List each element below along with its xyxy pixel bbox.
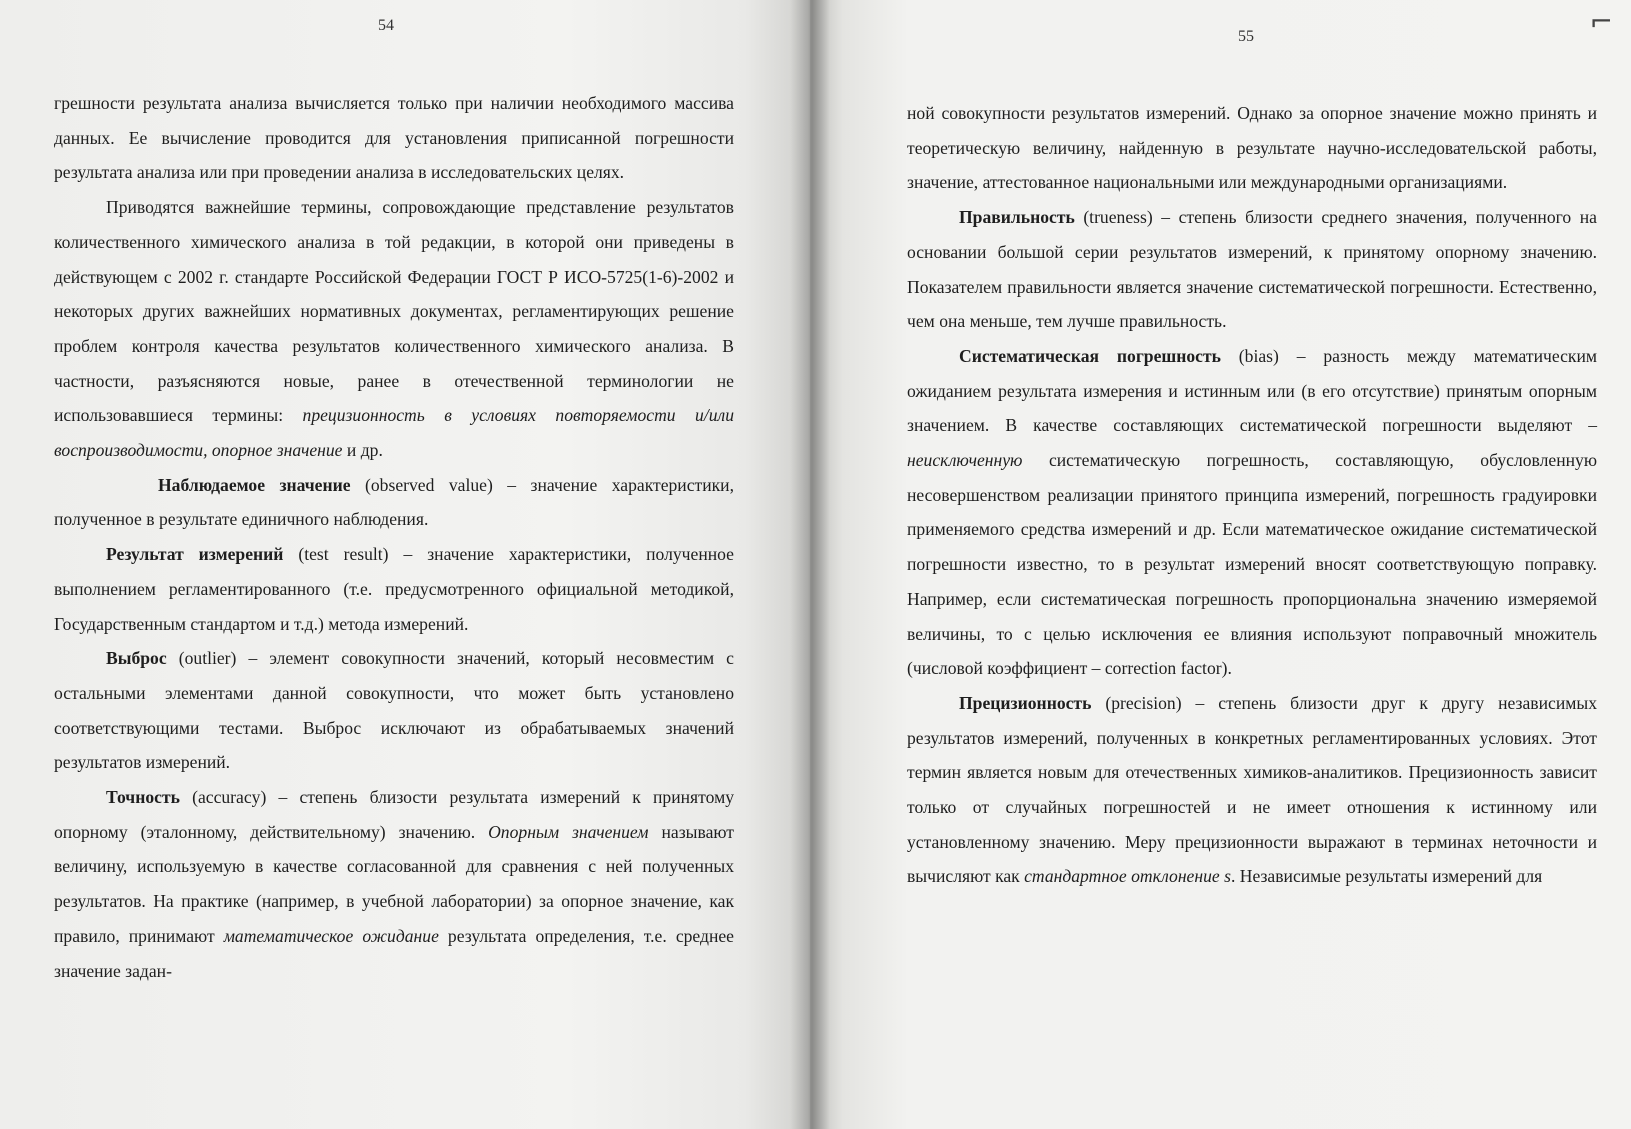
italic-term: математическое ожидание bbox=[223, 925, 439, 946]
italic-term: Опорным значением bbox=[488, 821, 649, 842]
term-heading: Систематическая погрешность bbox=[959, 345, 1221, 366]
definition-paragraph bbox=[54, 537, 734, 641]
term-heading: Выброс bbox=[106, 648, 167, 669]
term-heading: Результат измерений bbox=[106, 544, 284, 565]
definition-text: (observed value) – значение характеристики, полученное в результате единичного наблюдения. bbox=[54, 474, 734, 530]
paragraph-text: Приводятся важнейшие термины, сопровождающие представление результатов количественного химического анализа в той редакции, в которой они приведены в действующем с 2002 г. стандарте Российской Федерации ГОСТ Р ИСО-5725(1-6)-2002 и некоторых других важнейших нормативных документах, регламентирующих решение проблем контроля качества результатов количественного химического анализа. В частности, разъясняются новые, ранее в отечественной терминологии не использовавшиеся термины: bbox=[54, 197, 734, 426]
paragraph: грешности результата анализа вычисляется только при наличии необходимого массива данных. Ее вычисление проводится для установления приписанной погрешности результата анализа или при проведении анализа в исследовательских целях. bbox=[54, 93, 734, 183]
paragraph bbox=[54, 190, 734, 468]
definition-paragraph bbox=[907, 200, 1597, 339]
italic-terms: прецизионность в условиях повторяемости и/или воспроизводимости, опорное значение bbox=[54, 405, 734, 461]
paragraph-text: и др. bbox=[342, 440, 383, 461]
term-heading: Прецизионность bbox=[959, 692, 1092, 713]
definition-paragraph bbox=[907, 686, 1597, 894]
definition-text: результата определения, т.е. среднее значение задан- bbox=[54, 925, 734, 981]
right-page bbox=[810, 0, 1631, 1129]
right-page-text bbox=[907, 96, 1597, 894]
definition-text: называют величину, используемую в качестве согласованной для сравнения с ней полученных результатов. На практике (например, в учебной лаборатории) за опорное значение, как правило, принимают bbox=[54, 821, 734, 946]
definition-text: (trueness) – степень близости среднего значения, полученного на основании большой серии результатов измерений, к принятому опорному значению. Показателем правильности является значение систематической погрешности. Естественно, чем она меньше, тем лучше правильность. bbox=[907, 207, 1597, 332]
definition-text: . Независимые результаты измерений для bbox=[1230, 866, 1543, 887]
left-page-text bbox=[54, 86, 734, 988]
page-number: 54 bbox=[378, 17, 394, 34]
definition-paragraph bbox=[54, 641, 734, 780]
page-number: 55 bbox=[1238, 28, 1254, 45]
italic-term: неисключенную bbox=[907, 450, 1023, 471]
definition-text: систематическую погрешность, составляющую, обусловленную несовершенством реализации принятого принципа измерений, погрешность градуировки применяемого средства измерений и др. Если математическое ожидание систематической погрешности известно, то в результат измерений вносят соответствующую поправку. Например, если систематическая погрешность пропорциональна значению измеряемой величины, то с целью исключения ее влияния используют поправочный множитель (числовой коэффициент – correction factor). bbox=[907, 450, 1597, 679]
definition-paragraph bbox=[54, 780, 734, 988]
term-heading: Точность bbox=[106, 787, 180, 808]
left-page bbox=[0, 0, 810, 1129]
definition-text: (bias) – разность между математическим ожиданием результата измерения и истинным или (в его отсутствие) принятым опорным значением. В качестве составляющих систематической погрешности выделяют – bbox=[907, 345, 1597, 436]
definition-text: (accuracy) – степень близости результата измерений к принятому опорному (эталонному, действительному) значению. bbox=[54, 787, 734, 842]
definition-text: (precision) – степень близости друг к другу независимых результатов измерений, полученных в конкретных регламентированных условиях. Этот термин является новым для отечественных химиков-аналитиков. Прецизионность зависит только от случайных погрешностей и не имеет отношения к истинному или установленному значению. Меру прецизионности выражают в терминах неточности и вычисляют как bbox=[907, 692, 1597, 887]
italic-term: стандартное отклонение s bbox=[1024, 866, 1231, 887]
definition-text: (test result) – значение характеристики, полученное выполнением регламентированного (т.е. предусмотренного официальной методикой, Государственным стандартом и т.д.) метода измерений. bbox=[54, 544, 734, 634]
paragraph: ной совокупности результатов измерений. Однако за опорное значение можно принять и теоретическую величину, найденную в результате научно-исследовательской работы, значение, аттестованное национальными или международными организациями. bbox=[907, 103, 1597, 193]
definition-paragraph bbox=[54, 468, 734, 537]
definition-text: (outlier) – элемент совокупности значений, который несовместим с остальными элементами данной совокупности, что может быть установлено соответствующими тестами. Выброс исключают из обрабатываемых значений результатов измерений. bbox=[54, 648, 734, 773]
term-heading: Наблюдаемое значение bbox=[158, 474, 351, 495]
corner-mark-icon: ⌐ bbox=[1589, 5, 1613, 38]
book-gutter bbox=[790, 0, 830, 1129]
term-heading: Правильность bbox=[959, 207, 1075, 228]
definition-paragraph bbox=[907, 339, 1597, 686]
